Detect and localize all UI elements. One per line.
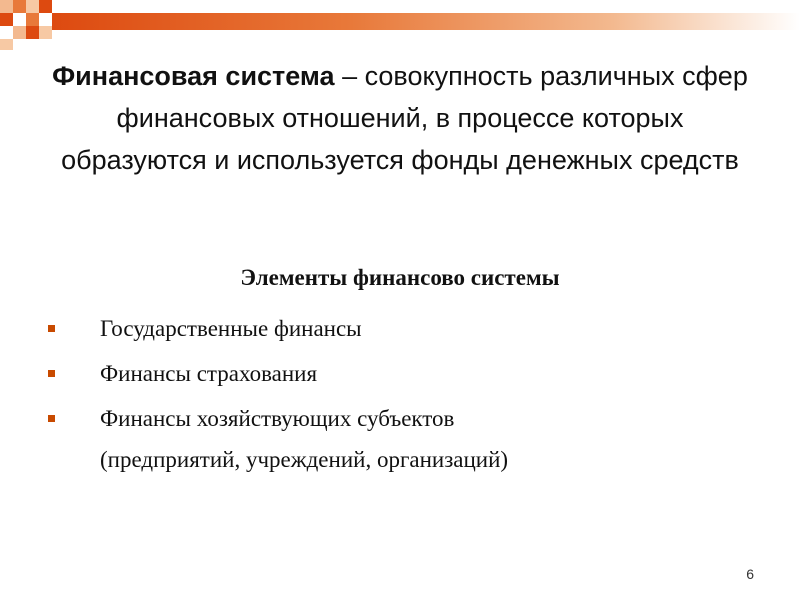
decor-square <box>26 26 39 39</box>
list-item-label: Финансы страхования <box>100 361 318 386</box>
decor-square <box>0 13 13 26</box>
page-number: 6 <box>746 566 754 582</box>
list-item-continuation: (предприятий, учреждений, организаций) <box>100 447 509 472</box>
list-item <box>48 359 768 388</box>
decor-square <box>0 39 13 50</box>
section-heading: Элементы финансово системы <box>240 265 560 290</box>
decor-square <box>0 0 13 13</box>
elements-list <box>48 314 768 490</box>
decor-square <box>13 0 26 13</box>
square-bullet-icon <box>48 415 55 422</box>
title-bold-term: Финансовая система <box>52 61 335 91</box>
square-bullet-icon <box>48 370 55 377</box>
header-gradient-bar <box>52 13 800 30</box>
slide-title <box>40 55 760 181</box>
title-definition: – совокупность различных сфер финансовых отношений, в процессе которых образуются и используется фонды денежных средств <box>61 61 748 175</box>
list-item <box>48 404 768 474</box>
list-item <box>48 314 768 343</box>
decor-square <box>39 0 52 13</box>
decor-square <box>13 26 26 39</box>
list-item-label: Государственные финансы <box>100 316 362 341</box>
decor-square <box>26 13 39 26</box>
decor-square <box>39 26 52 39</box>
square-bullet-icon <box>48 325 55 332</box>
decor-square <box>26 0 39 13</box>
header-decoration <box>0 0 800 50</box>
list-item-label: Финансы хозяйствующих субъектов <box>100 406 455 431</box>
